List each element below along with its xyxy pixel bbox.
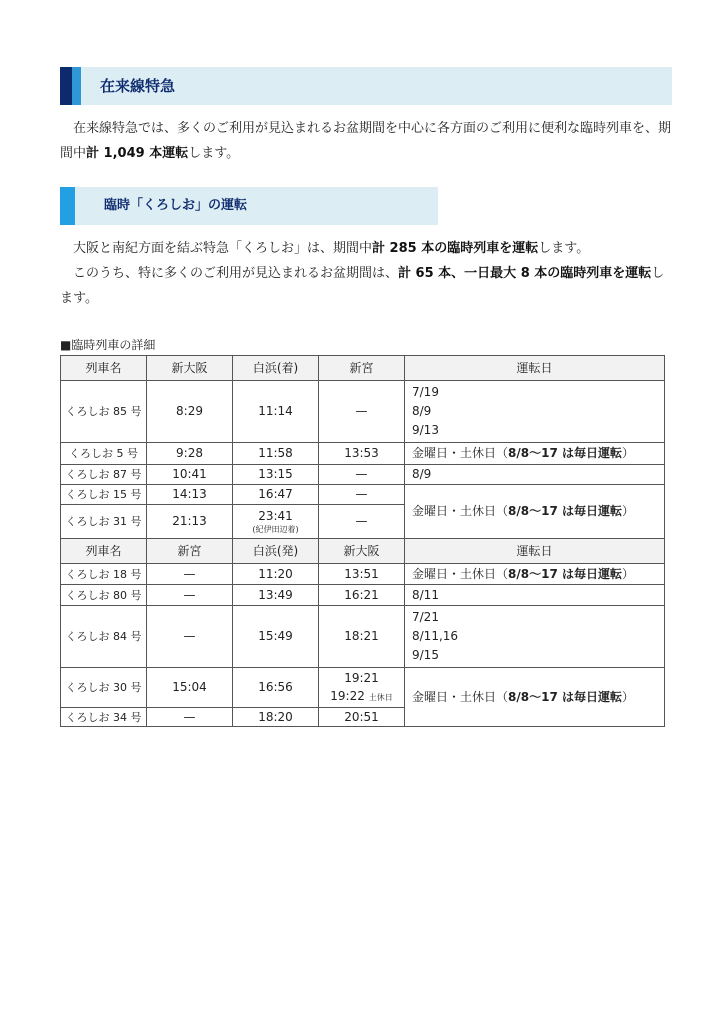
body-text: します。 xyxy=(538,241,590,256)
time-cell: 16:47 xyxy=(233,485,319,505)
table-header-row xyxy=(61,539,665,564)
table-row xyxy=(61,606,665,668)
days-text: ） xyxy=(621,504,634,518)
operation-days xyxy=(405,606,665,668)
operation-date: 8/9 xyxy=(405,465,665,485)
time-cell: 16:21 xyxy=(319,585,405,606)
train-name: くろしお 80 号 xyxy=(61,585,147,606)
header-cell: 列車名 xyxy=(61,539,147,564)
operation-days xyxy=(405,381,665,443)
time-cell: — xyxy=(319,381,405,443)
arrival-time: 19:21 xyxy=(344,670,379,685)
train-name: くろしお 5 号 xyxy=(61,443,147,465)
time-cell: — xyxy=(147,564,233,585)
body-emphasis: 計 285 本の臨時列車を運転 xyxy=(372,241,539,256)
days-text: ） xyxy=(621,566,634,581)
days-text: 金曜日・土休日（ xyxy=(412,446,509,460)
days-emphasis: 8/8〜17 は毎日運転 xyxy=(508,504,622,518)
time-cell: 14:13 xyxy=(147,485,233,505)
days-emphasis: 8/8〜17 は毎日運転 xyxy=(508,566,622,581)
days-text: 金曜日・土休日（ xyxy=(412,566,509,581)
header-cell: 列車名 xyxy=(61,356,147,381)
body-emphasis: 計 1,049 本運転 xyxy=(86,146,189,161)
time-cell: 21:13 xyxy=(147,505,233,539)
schedule-table xyxy=(60,355,665,727)
train-name: くろしお 31 号 xyxy=(61,505,147,539)
body-text: します。 xyxy=(60,266,665,306)
operation-days xyxy=(405,443,665,465)
time-cell: 13:15 xyxy=(233,465,319,485)
section-title: 臨時「くろしお」の運転 xyxy=(104,198,248,213)
body-text: 大阪と南紀方面を結ぶ特急「くろしお」は、期間中 xyxy=(73,241,373,256)
train-name: くろしお 15 号 xyxy=(61,485,147,505)
days-text: ） xyxy=(621,689,634,704)
time-cell: 9:28 xyxy=(147,443,233,465)
operation-days xyxy=(405,668,665,727)
days-emphasis: 8/8〜17 は毎日運転 xyxy=(508,689,622,704)
table-row xyxy=(61,443,665,465)
days-text: 金曜日・土休日（ xyxy=(412,504,509,518)
header-cell: 新宮 xyxy=(319,356,405,381)
body-text: 在来線特急では、多くのご利用が見込まれるお盆期間を中心に各方面のご利用に便利な臨時列車を、期間中 xyxy=(60,121,672,161)
operation-days xyxy=(405,485,665,539)
section2-body xyxy=(60,236,672,311)
time-cell: — xyxy=(147,708,233,727)
train-name: くろしお 34 号 xyxy=(61,708,147,727)
time-cell: 13:53 xyxy=(319,443,405,465)
arrival-time-holiday xyxy=(323,687,400,707)
body-text: このうち、特に多くのご利用が見込まれるお盆期間は、 xyxy=(73,266,399,281)
train-name: くろしお 18 号 xyxy=(61,564,147,585)
operation-date: 7/21 xyxy=(412,610,439,624)
body-emphasis: 計 65 本、一日最大 8 本の臨時列車を運転 xyxy=(398,266,652,281)
time-cell: 11:20 xyxy=(233,564,319,585)
section-title: 在来線特急 xyxy=(100,77,176,95)
table-row xyxy=(61,564,665,585)
time-cell: 18:21 xyxy=(319,606,405,668)
days-emphasis: 8/8〜17 は毎日運転 xyxy=(508,446,622,460)
time-cell: 20:51 xyxy=(319,708,405,727)
arrival-note: (紀伊田辺着) xyxy=(252,524,299,534)
time-cell: — xyxy=(319,505,405,539)
time-cell: — xyxy=(147,585,233,606)
time-cell: 13:49 xyxy=(233,585,319,606)
header-cell: 運転日 xyxy=(405,356,665,381)
section-heading-kuroshio xyxy=(60,187,438,225)
operation-date: 8/11 xyxy=(405,585,665,606)
table-row xyxy=(61,585,665,606)
header-cell: 白浜(着) xyxy=(233,356,319,381)
header-cell: 白浜(発) xyxy=(233,539,319,564)
time-cell: 18:20 xyxy=(233,708,319,727)
time-cell: 15:49 xyxy=(233,606,319,668)
section1-body xyxy=(60,116,672,166)
time-cell: 11:58 xyxy=(233,443,319,465)
operation-days xyxy=(405,564,665,585)
time-cell: — xyxy=(319,465,405,485)
table-header-row xyxy=(61,356,665,381)
days-text: ） xyxy=(621,446,634,460)
table-row xyxy=(61,465,665,485)
table-row xyxy=(61,485,665,505)
section-heading-zairaisen xyxy=(60,67,672,105)
days-text: 金曜日・土休日（ xyxy=(412,689,509,704)
time-cell: — xyxy=(319,485,405,505)
heading-accent-dark xyxy=(60,67,72,105)
time-cell: 13:51 xyxy=(319,564,405,585)
table-row xyxy=(61,381,665,443)
operation-date: 8/11,16 xyxy=(412,629,459,643)
time-cell: 8:29 xyxy=(147,381,233,443)
time-cell: — xyxy=(147,606,233,668)
header-cell: 新大阪 xyxy=(319,539,405,564)
time-cell xyxy=(319,668,405,708)
train-name: くろしお 30 号 xyxy=(61,668,147,708)
table-row xyxy=(61,668,665,708)
heading-accent-light xyxy=(72,67,81,105)
header-cell: 運転日 xyxy=(405,539,665,564)
arrival-time: 23:41 xyxy=(258,508,293,523)
holiday-note: 土休日 xyxy=(368,692,393,702)
time-cell: 15:04 xyxy=(147,668,233,708)
arrival-time: 19:22 xyxy=(330,688,365,703)
train-name: くろしお 84 号 xyxy=(61,606,147,668)
time-cell: 11:14 xyxy=(233,381,319,443)
table-caption: ■臨時列車の詳細 xyxy=(60,338,156,352)
train-name: くろしお 87 号 xyxy=(61,465,147,485)
body-text: します。 xyxy=(188,146,240,161)
heading-accent-light xyxy=(60,187,75,225)
header-cell: 新宮 xyxy=(147,539,233,564)
time-cell xyxy=(233,505,319,539)
train-name: くろしお 85 号 xyxy=(61,381,147,443)
time-cell: 16:56 xyxy=(233,668,319,708)
operation-date: 9/13 xyxy=(412,423,439,437)
time-cell: 10:41 xyxy=(147,465,233,485)
header-cell: 新大阪 xyxy=(147,356,233,381)
operation-date: 7/19 xyxy=(412,385,439,399)
operation-date: 9/15 xyxy=(412,648,439,662)
operation-date: 8/9 xyxy=(412,404,432,418)
